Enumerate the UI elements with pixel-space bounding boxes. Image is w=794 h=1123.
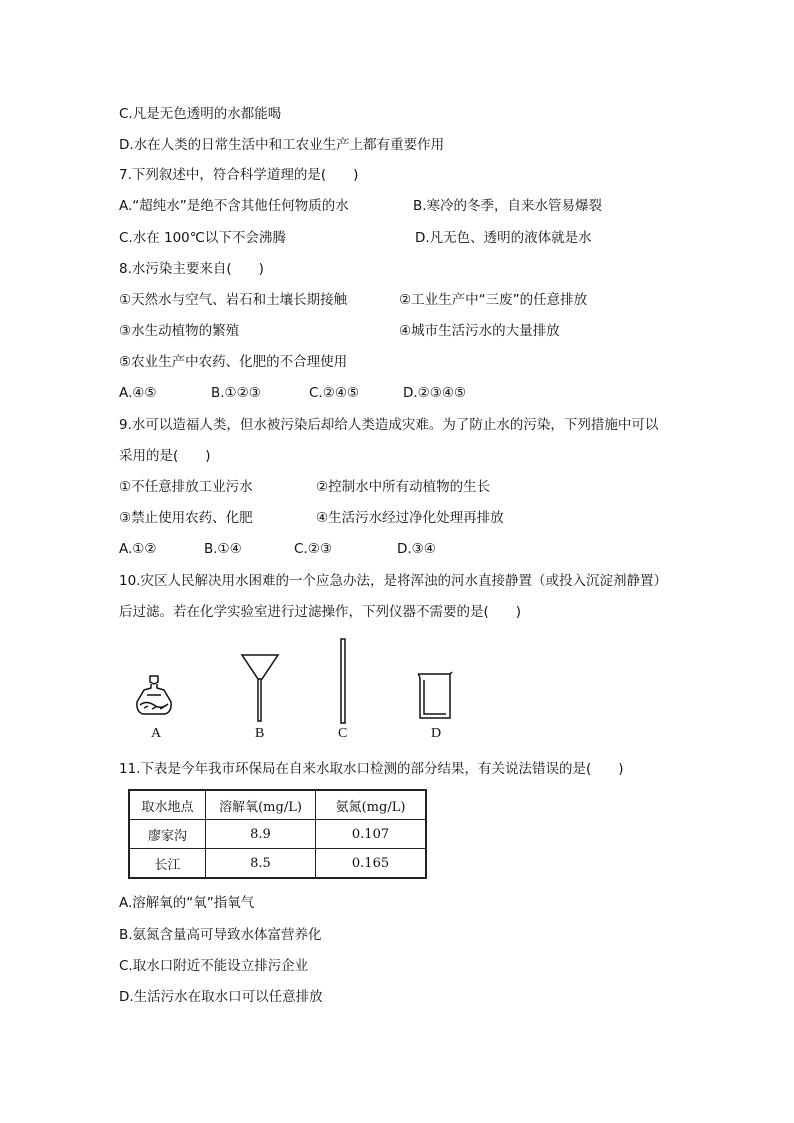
table-cell: 0.165 <box>316 849 427 879</box>
question-9-item-2: ②控制水中所有动植物的生长 <box>316 479 491 495</box>
table-cell: 8.5 <box>206 849 316 879</box>
table-row <box>129 849 426 879</box>
alcohol-lamp-icon <box>134 672 180 718</box>
beaker-icon <box>416 670 456 722</box>
question-10-stem-line-1: 10.灾区人民解决用水困难的一个应急办法，是将浑浊的河水直接静置（或投入沉淀剂静置） <box>119 573 667 589</box>
question-7-stem: 7.下列叙述中，符合科学道理的是( ) <box>119 167 359 183</box>
question-8-option-d: D.②③④⑤ <box>403 385 467 401</box>
figure-label-a: A <box>151 726 162 741</box>
question-9-item-1: ①不任意排放工业污水 <box>119 479 253 495</box>
question-11-option-d: D.生活污水在取水口可以任意排放 <box>119 989 323 1005</box>
question-8-option-a: A.④⑤ <box>119 385 157 401</box>
table-row <box>129 820 426 849</box>
question-11-option-b: B.氨氮含量高可导致水体富营养化 <box>119 927 322 943</box>
question-7-option-b: B.寒冷的冬季，自来水管易爆裂 <box>413 198 603 214</box>
question-9-option-b: B.①④ <box>204 541 242 557</box>
question-9-item-4: ④生活污水经过净化处理再排放 <box>316 510 504 526</box>
water-quality-table <box>128 789 427 879</box>
glass-rod-icon <box>337 637 349 725</box>
table-cell: 长江 <box>129 849 206 879</box>
question-11-option-c: C.取水口附近不能设立排污企业 <box>119 958 309 974</box>
question-7-option-c: C.水在 100℃以下不会沸腾 <box>119 230 286 246</box>
table-header-cell: 取水地点 <box>129 790 206 820</box>
question-9-item-3: ③禁止使用农药、化肥 <box>119 510 253 526</box>
question-11-option-a: A.溶解氧的“氧”指氧气 <box>119 895 255 911</box>
table-header-cell: 溶解氧(mg/L) <box>206 790 316 820</box>
question-9-stem-line-2: 采用的是( ) <box>119 448 211 464</box>
table-cell: 廖家沟 <box>129 820 206 849</box>
question-6-option-c: C.凡是无色透明的水都能喝 <box>119 106 282 122</box>
table-cell: 0.107 <box>316 820 427 849</box>
figure-label-c: C <box>338 726 348 741</box>
question-8-item-4: ④城市生活污水的大量排放 <box>399 323 560 339</box>
question-10-stem-line-2: 后过滤。若在化学实验室进行过滤操作，下列仪器不需要的是( ) <box>119 604 522 620</box>
question-7-option-a: A.“超纯水”是绝不含其他任何物质的水 <box>119 198 349 214</box>
question-8-option-b: B.①②③ <box>211 385 261 401</box>
funnel-icon <box>240 653 280 723</box>
table-cell: 8.9 <box>206 820 316 849</box>
question-9-option-c: C.②③ <box>294 541 332 557</box>
table-header-cell: 氨氮(mg/L) <box>316 790 427 820</box>
table-header-row <box>129 790 426 820</box>
question-8-option-c: C.②④⑤ <box>309 385 360 401</box>
question-8-item-5: ⑤农业生产中农药、化肥的不合理使用 <box>119 354 348 370</box>
question-9-stem-line-1: 9.水可以造福人类，但水被污染后却给人类造成灾难。为了防止水的污染，下列措施中可以 <box>119 417 659 433</box>
question-7-option-d: D.凡无色、透明的液体就是水 <box>415 230 592 246</box>
question-8-stem: 8.水污染主要来自( ) <box>119 261 264 277</box>
question-9-option-d: D.③④ <box>397 541 436 557</box>
question-11-stem: 11.下表是今年我市环保局在自来水取水口检测的部分结果，有关说法错误的是( ) <box>119 761 624 777</box>
question-8-item-3: ③水生动植物的繁殖 <box>119 323 240 339</box>
question-8-item-2: ②工业生产中“三废”的任意排放 <box>399 292 588 308</box>
question-6-option-d: D.水在人类的日常生活中和工农业生产上都有重要作用 <box>119 137 445 153</box>
question-8-item-1: ①天然水与空气、岩石和土壤长期接触 <box>119 292 348 308</box>
figure-label-b: B <box>255 726 265 741</box>
figure-label-d: D <box>431 726 442 741</box>
question-9-option-a: A.①② <box>119 541 157 557</box>
